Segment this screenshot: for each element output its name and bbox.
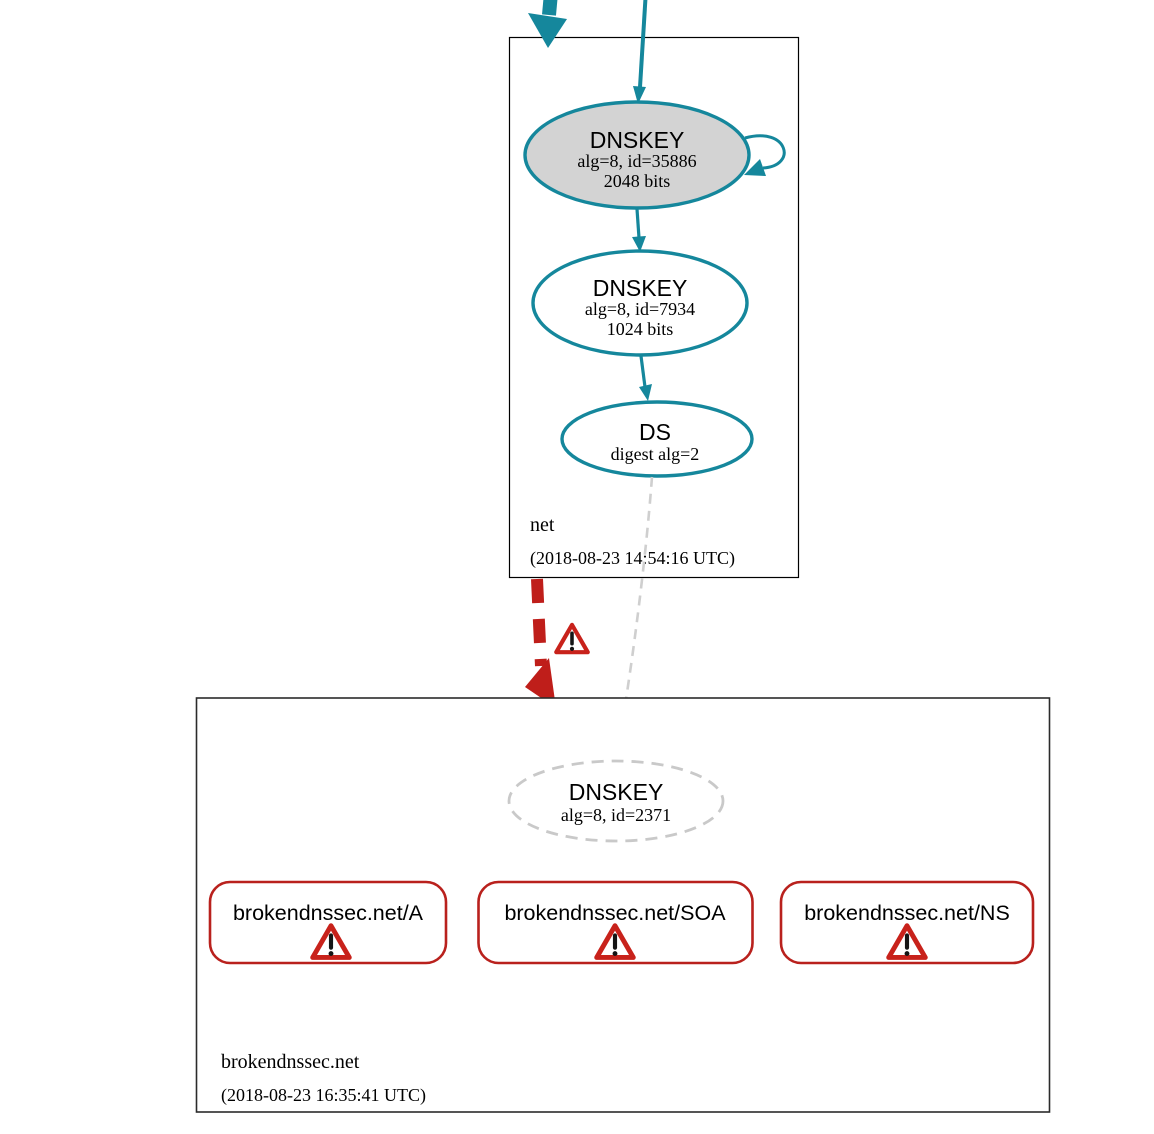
node-detail: 1024 bits [606, 319, 674, 339]
node-detail: alg=8, id=2371 [560, 805, 672, 825]
node-title: DS [639, 419, 671, 445]
node-title: DNSKEY [592, 275, 688, 301]
node-detail: alg=8, id=7934 [584, 299, 696, 319]
node-net-dnskey-ksk[interactable] [525, 102, 749, 208]
warning-icon [556, 625, 588, 652]
node-net-ds[interactable] [562, 402, 752, 476]
zone-name-brokendnssec: brokendnssec.net [221, 1051, 360, 1073]
rrset-brokendnssec-a[interactable] [210, 882, 446, 963]
rrset-label: brokendnssec.net/A [232, 901, 424, 925]
rrset-brokendnssec-soa[interactable] [479, 882, 753, 963]
rrset-label: brokendnssec.net/SOA [504, 901, 726, 925]
zone-timestamp-brokendnssec: (2018-08-23 16:35:41 UTC) [221, 1085, 426, 1105]
node-net-dnskey-zsk[interactable] [533, 251, 747, 355]
node-title: DNSKEY [568, 779, 664, 805]
rrset-brokendnssec-ns[interactable] [781, 882, 1033, 963]
node-detail: 2048 bits [603, 171, 671, 191]
node-title: DNSKEY [589, 127, 685, 153]
rrset-label: brokendnssec.net/NS [804, 901, 1010, 925]
node-brokendnssec-dnskey[interactable] [509, 761, 723, 841]
edge-bogus-delegation [525, 579, 556, 708]
zone-name-net: net [530, 514, 555, 536]
node-detail: digest alg=2 [610, 444, 700, 464]
zone-timestamp-net: (2018-08-23 14:54:16 UTC) [530, 548, 735, 568]
node-detail: alg=8, id=35886 [577, 151, 697, 171]
